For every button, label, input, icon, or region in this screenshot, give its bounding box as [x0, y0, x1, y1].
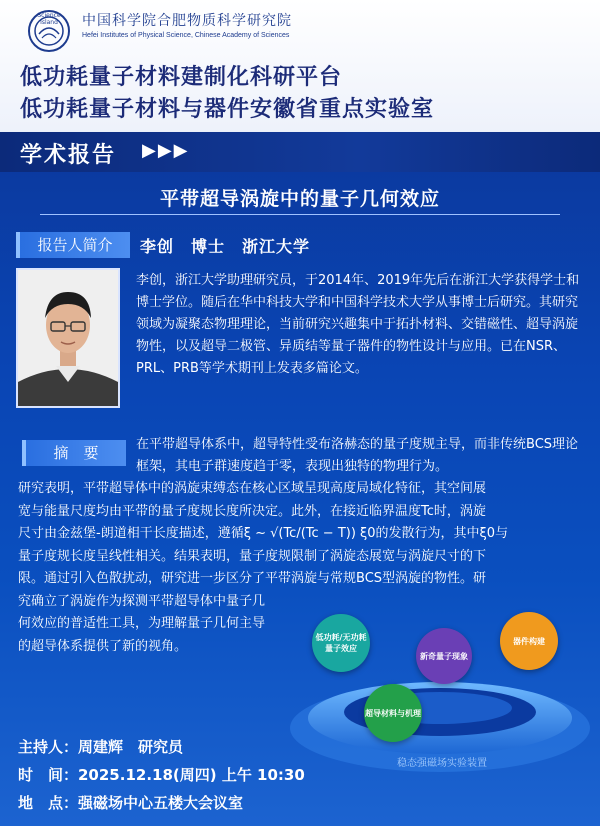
- platform-title: 低功耗量子材料建制化科研平台: [20, 65, 343, 90]
- abstract-line: 限。通过引入色散扰动，研究进一步区分了平带涡旋与常规BCS型涡旋的物性。研: [18, 571, 487, 586]
- speaker-tag: 报告人简介: [16, 232, 130, 258]
- abstract-tag: 摘 要: [22, 440, 126, 466]
- arrows-icon: ▶▶▶: [142, 140, 190, 161]
- abstract-line: 的超导体系提供了新的视角。: [18, 638, 188, 654]
- abstract-line: 究确立了涡旋作为探测平带超导体中量子几: [18, 593, 266, 609]
- speaker-bio: 李创，浙江大学助理研究员，于2014年、2019年先后在浙江大学获得学士和博士学位。随后在华中科技大学和中国科学技术大学从事博士后研究。其研究领域为凝聚态物理理论，当前研究兴趣集中于拓扑材料、交错磁性、超导涡旋物性，以及超导二极管、异质结等量子器件的物性设计与应用。已在NSR、PRL、PRB等学术期刊上发表多篇论文。: [136, 273, 580, 376]
- title-divider: [40, 214, 560, 215]
- abstract-line: 量子度规长度呈线性相关。结果表明，量子度规限制了涡旋态展宽与涡旋尺寸的下: [18, 548, 487, 564]
- institute-name-cn: 中国科学院合肥物质科学研究院: [82, 13, 292, 29]
- time-info: 时 间：2025.12.18(周四) 上午 10:30: [18, 766, 305, 784]
- talk-title: 平带超导涡旋中的量子几何效应: [159, 188, 440, 210]
- abstract-line: 何效应的普适性工具，为理解量子几何主导: [18, 616, 266, 631]
- abstract-line: 研究表明，平带超导体中的涡旋束缚态在核心区域呈现高度局域化特征，其空间展: [18, 481, 487, 496]
- host-info: 主持人：周建辉 研究员: [18, 738, 184, 756]
- abstract-line: 尺寸由金兹堡-朗道相干长度描述，遵循ξ ~ √(Tc/(Tc − T)) ξ0的发散行为，其中ξ0与: [18, 526, 509, 541]
- place-info: 地 点：强磁场中心五楼大会议室: [18, 794, 244, 812]
- research-diagram: [290, 600, 590, 780]
- lab-title: 低功耗量子材料与器件安徽省重点实验室: [20, 97, 435, 122]
- abstract-intro: 在平带超导体系中，超导特性受布洛赫态的量子度规主导，而非传统BCS理论框架，其电子群速度趋于零，表现出独特的物理行为。: [136, 437, 579, 474]
- abstract-line: 宽与能量尺度均由平带的量子度规长度所决定。此外，在接近临界温度Tc时，涡旋: [18, 503, 486, 519]
- bubble-low-power: 低功耗/无功耗量子效应: [312, 614, 370, 672]
- speaker-name: 李创 博士 浙江大学: [140, 237, 311, 256]
- bubble-device: 器件构建: [500, 612, 558, 670]
- institute-name-en: Hefei Institutes of Physical Science, Chinese Academy of Sciences: [82, 32, 290, 39]
- bubble-quantum-phenomena: 新奇量子现象: [416, 628, 472, 684]
- base-label: 稳态强磁场实验装置: [397, 758, 487, 769]
- logo-text: Science Island: [37, 12, 61, 26]
- speaker-photo: [16, 268, 120, 408]
- bubble-superconducting: 超导材料与机理: [364, 684, 422, 742]
- report-label: 学术报告: [20, 143, 117, 168]
- speaker-portrait-icon: [18, 270, 118, 406]
